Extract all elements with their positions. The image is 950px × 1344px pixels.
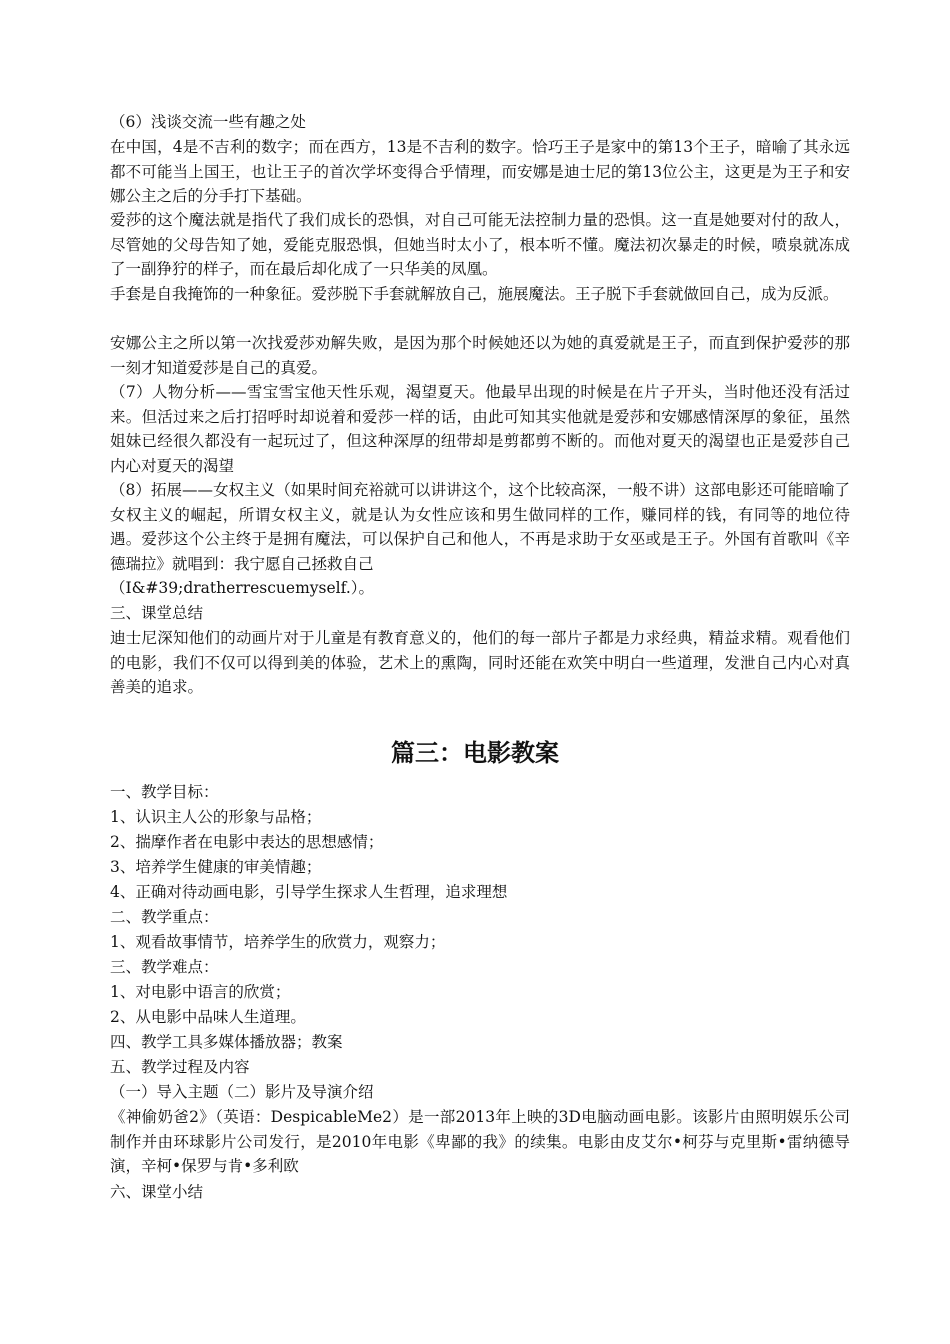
paragraph-numbers: 在中国，4是不吉利的数字；而在西方，13是不吉利的数字。恰巧王子是家中的第13个王子，暗喻了其永远都不可能当上国王，也让王子的首次学坏变得合乎情理，而安娜是迪士尼的第13位公主，这更是为王子和安娜公主之后的分手打下基础。 [110,138,850,205]
list-item: 3、培养学生健康的审美情趣； [110,858,322,876]
list-item: 五、教学过程及内容 [110,1058,250,1076]
paragraph-film-intro: 《神偷奶爸2》（英语：DespicableMe2）是一部2013年上映的3D电脑动画电影。该影片由照明娱乐公司制作并由环球影片公司发行，是2010年电影《卑鄙的我》的续集。电影由皮艾尔•柯芬与克里斯•雷纳德导演，辛柯•保罗与肯•多利欧 [110,1108,850,1175]
list-item: 1、认识主人公的形象与品格； [110,808,322,826]
paragraph-summary: 迪士尼深知他们的动画片对于儿童是有教育意义的，他们的每一部片子都是力求经典，精益求精。观看他们的电影，我们不仅可以得到美的体验，艺术上的熏陶，同时还能在欢笑中明白一些道理，发泄自己内心对真善美的追求。 [110,629,850,696]
list-item: 4、正确对待动画电影，引导学生探求人生哲理，追求理想 [110,883,508,901]
list-item: 二、教学重点： [110,908,219,926]
subsection-6-heading: （6）浅谈交流一些有趣之处 [110,113,306,131]
paragraph-anna: 安娜公主之所以第一次找爱莎劝解失败，是因为那个时候她还以为她的真爱就是王子，而直到保护爱莎的那一刻才知道爱莎是自己的真爱。 [110,334,850,377]
paragraph-magic: 爱莎的这个魔法就是指代了我们成长的恐惧，对自己可能无法控制力量的恐惧。这一直是她要对付的敌人，尽管她的父母告知了她，爱能克服恐惧，但她当时太小了，根本听不懂。魔法初次暴走的时候，喷泉就冻成了一副狰狞的样子，而在最后却化成了一只华美的凤凰。 [110,211,850,278]
list-item: 一、教学目标： [110,783,219,801]
list-item: （一）导入主题（二）影片及导演介绍 [110,1083,374,1101]
paragraph-gloves: 手套是自我掩饰的一种象征。爱莎脱下手套就解放自己，施展魔法。王子脱下手套就做回自己，成为反派。 [110,285,839,303]
subsection-7-paragraph: （7）人物分析——雪宝雪宝他天性乐观，渴望夏天。他最早出现的时候是在片子开头，当时他还没有活过来。但活过来之后打招呼时却说着和爱莎一样的话，由此可知其实他就是爱莎和安娜感情深厚的象征，虽然姐妹已经很久都没有一起玩过了，但这种深厚的纽带却是剪都剪不断的。而他对夏天的渴望也正是爱莎自己内心对夏天的渴望 [110,383,850,475]
section-summary-heading: 三、课堂总结 [110,604,204,622]
list-item: 1、观看故事情节，培养学生的欣赏力，观察力； [110,933,446,951]
list-item: 2、揣摩作者在电影中表达的思想感情； [110,833,384,851]
list-item: 2、从电影中品味人生道理。 [110,1008,306,1026]
subsection-8-paragraph: （8）拓展——女权主义（如果时间充裕就可以讲讲这个，这个比较高深，一般不讲）这部电影还可能暗喻了女权主义的崛起，所谓女权主义，就是认为女性应该和男生做同样的工作，赚同样的钱，有同等的地位待遇。爱莎这个公主终于是拥有魔法，可以保护自己和他人，不再是求助于女巫或是王子。外国有首歌叫《辛德瑞拉》就唱到：我宁愿自己拯救自己 [110,481,850,573]
paragraph-quote: （I&#39;dratherrescuemyself.）。 [110,579,374,597]
page-title: 篇三：电影教案 [391,739,559,767]
list-item: 六、课堂小结 [110,1183,204,1201]
list-item: 四、教学工具多媒体播放器；教案 [110,1033,343,1051]
list-item: 三、教学难点： [110,958,219,976]
list-item: 1、对电影中语言的欣赏； [110,983,291,1001]
